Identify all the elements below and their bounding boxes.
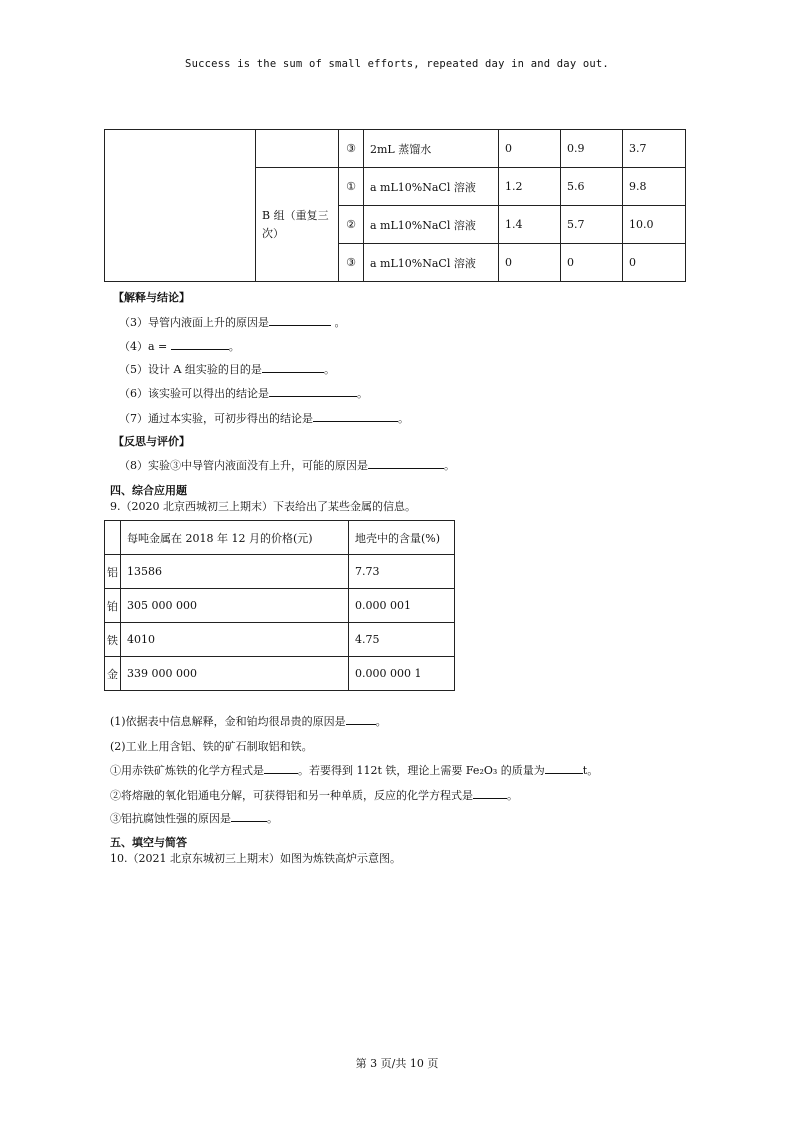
metal-price: 4010	[121, 623, 349, 657]
punctuation: 。	[375, 715, 387, 728]
question-text: （3）导管内液面上升的原因是	[119, 316, 269, 329]
section-5-title: 五、填空与简答	[110, 836, 187, 849]
table-cell-value: 0	[561, 244, 623, 282]
table-cell-value: 1.2	[499, 168, 561, 206]
answer-blank[interactable]	[231, 811, 267, 822]
question-4	[119, 338, 240, 354]
table-cell-value: 5.6	[561, 168, 623, 206]
question-9-part-2-2	[110, 787, 518, 803]
question-8	[119, 457, 455, 473]
table-cell-value: 9.8	[623, 168, 686, 206]
question-9-intro: 9.（2020 北京西城初三上期末）下表给出了某些金属的信息。	[110, 500, 416, 513]
answer-blank[interactable]	[262, 362, 324, 373]
answer-blank[interactable]	[473, 788, 507, 799]
punctuation: 。	[323, 363, 335, 376]
answer-blank[interactable]	[269, 315, 331, 326]
metal-name: 金	[105, 657, 121, 691]
question-text: ③铝抗腐蚀性强的原因是	[110, 812, 231, 825]
metal-name: 铂	[105, 589, 121, 623]
section-heading-reflect: 【反思与评价】	[113, 435, 190, 448]
question-9-part-2: (2)工业上用含铝、铁的矿石制取铝和铁。	[110, 740, 313, 753]
question-text: （6）该实验可以得出的结论是	[119, 387, 269, 400]
table-cell-solution: 2mL 蒸馏水	[364, 130, 499, 168]
table-header-cell	[105, 521, 121, 555]
question-7	[119, 410, 409, 426]
answer-blank[interactable]	[269, 386, 357, 397]
table-row	[105, 623, 455, 657]
table-cell-value: 0	[499, 130, 561, 168]
question-text: （5）设计 A 组实验的目的是	[119, 363, 262, 376]
table-cell-value: 3.7	[623, 130, 686, 168]
question-text: （8）实验③中导管内液面没有上升，可能的原因是	[119, 459, 368, 472]
punctuation: 。	[398, 412, 409, 425]
table-cell-solution: a mL10%NaCl 溶液	[364, 168, 499, 206]
table-row	[105, 589, 455, 623]
table-cell-empty	[105, 130, 256, 282]
punctuation: 。	[444, 459, 455, 472]
metal-price: 13586	[121, 555, 349, 589]
answer-blank[interactable]	[346, 714, 376, 725]
answer-blank[interactable]	[264, 763, 298, 774]
table-cell-no: ②	[339, 206, 364, 244]
metal-name: 铝	[105, 555, 121, 589]
metal-name: 铁	[105, 623, 121, 657]
question-9-part-2-1	[110, 762, 598, 778]
question-text: （7）通过本实验，可初步得出的结论是	[119, 412, 313, 425]
table-cell-no: ③	[339, 244, 364, 282]
table-cell-value: 5.7	[561, 206, 623, 244]
question-text: （4）a =	[119, 340, 168, 353]
section-4-title: 四、综合应用题	[110, 484, 187, 497]
punctuation: 。	[228, 340, 240, 353]
metal-content: 7.73	[349, 555, 455, 589]
table-cell-value: 0	[499, 244, 561, 282]
table-cell-value: 0	[623, 244, 686, 282]
metal-price: 339 000 000	[121, 657, 349, 691]
punctuation: 。	[357, 387, 368, 400]
question-10-intro: 10.（2021 北京东城初三上期末）如图为炼铁高炉示意图。	[110, 852, 401, 865]
answer-blank[interactable]	[368, 458, 444, 469]
table-header-cell: 每吨金属在 2018 年 12 月的价格(元)	[121, 521, 349, 555]
table-cell-value: 10.0	[623, 206, 686, 244]
question-text: ①用赤铁矿炼铁的化学方程式是	[110, 764, 264, 777]
answer-blank[interactable]	[545, 763, 583, 774]
table-cell-solution: a mL10%NaCl 溶液	[364, 244, 499, 282]
table-cell-group: B 组（重复三次）	[256, 168, 339, 282]
experiment-table	[104, 129, 686, 282]
metal-content: 0.000 001	[349, 589, 455, 623]
table-cell-no: ③	[339, 130, 364, 168]
table-header-row	[105, 521, 455, 555]
metal-info-table	[104, 520, 455, 691]
table-row	[105, 555, 455, 589]
question-text: ②将熔融的氧化铝通电分解，可获得铝和另一种单质，反应的化学方程式是	[110, 789, 473, 802]
answer-blank[interactable]	[313, 411, 398, 422]
metal-content: 0.000 000 1	[349, 657, 455, 691]
punctuation: 。	[507, 789, 518, 802]
question-6	[119, 385, 368, 401]
answer-blank[interactable]	[171, 339, 229, 350]
page-header-quote: Success is the sum of small efforts, repeated day in and day out.	[185, 58, 609, 70]
question-text: t。	[582, 764, 599, 777]
question-5	[119, 361, 335, 377]
page-footer: 第 3 页/共 10 页	[355, 1057, 439, 1070]
question-text: 。若要得到 112t 铁，理论上需要 Fe₂O₃ 的质量为	[298, 764, 545, 777]
question-text: (1)依据表中信息解释，金和铂均很昂贵的原因是	[110, 715, 346, 728]
section-heading-explain: 【解释与结论】	[113, 291, 190, 304]
table-row	[105, 657, 455, 691]
table-cell-solution: a mL10%NaCl 溶液	[364, 206, 499, 244]
table-cell-value: 0.9	[561, 130, 623, 168]
punctuation: 。	[334, 316, 346, 329]
question-9-part-2-3	[110, 810, 278, 826]
question-9-part-1	[110, 713, 387, 729]
table-cell-group	[256, 130, 339, 168]
punctuation: 。	[267, 812, 278, 825]
table-header-cell: 地壳中的含量(%)	[349, 521, 455, 555]
question-3	[119, 314, 346, 330]
metal-content: 4.75	[349, 623, 455, 657]
table-row	[105, 130, 686, 168]
table-cell-no: ①	[339, 168, 364, 206]
table-cell-value: 1.4	[499, 206, 561, 244]
metal-price: 305 000 000	[121, 589, 349, 623]
